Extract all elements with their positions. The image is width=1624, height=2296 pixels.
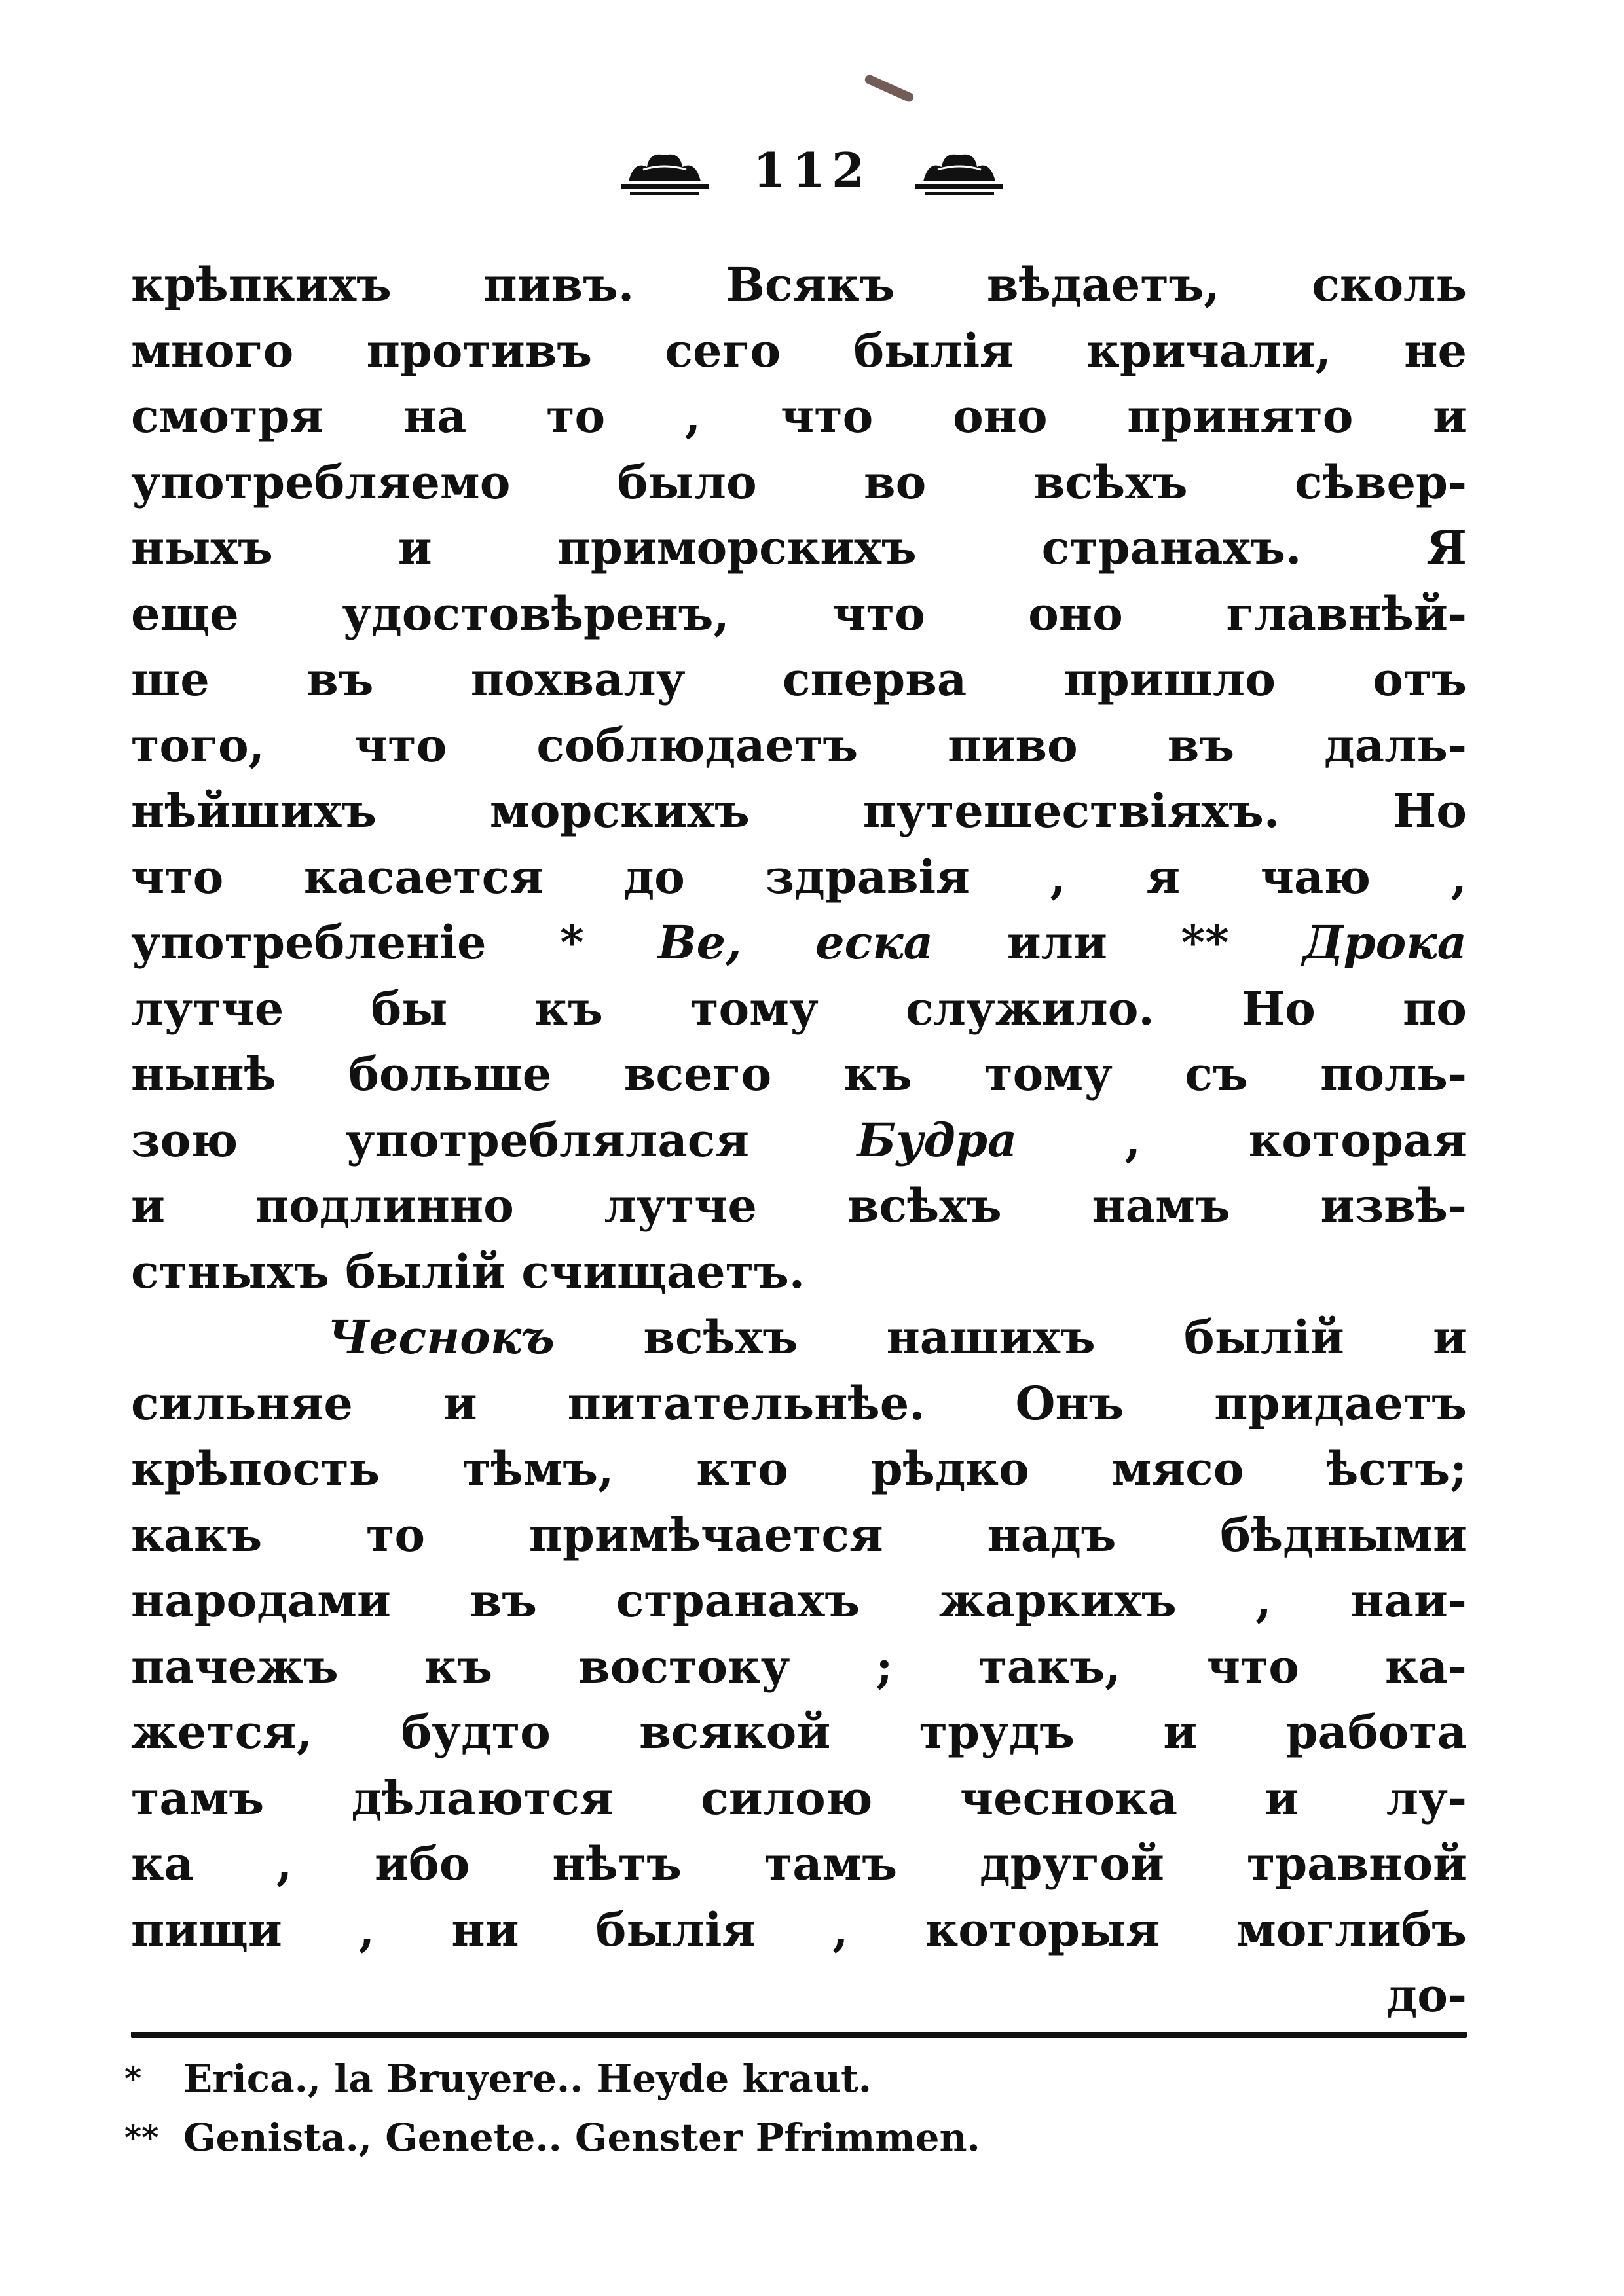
text-segment: всѣхъ нашихъ былій и <box>555 1310 1467 1364</box>
text-line: нынѣ больше всего къ тому съ поль- <box>131 1047 1467 1101</box>
text-segment: зою употреблялася <box>131 1112 857 1167</box>
footnote-text: Erica., la Bruyere.. Heyde kraut. <box>183 2056 872 2101</box>
text-line: еще удостовѣренъ, что оно главнѣй- <box>131 586 1467 641</box>
text-line: того, что соблюдаетъ пиво въ даль- <box>131 718 1467 773</box>
plant-name-italic: Будра <box>857 1112 1018 1167</box>
text-line: тамъ дѣлаются силою чеснока и лу- <box>131 1770 1467 1825</box>
plant-name-italic: Дрока <box>1302 915 1467 970</box>
text-line: ше въ похвалу сперва пришло отъ <box>131 652 1467 706</box>
text-line: много противъ сего былія кричали, не <box>131 323 1467 378</box>
text-line: какъ то примѣчается надъ бѣдными <box>131 1507 1467 1562</box>
page-header <box>0 131 1624 210</box>
text-line: пачежъ къ востоку ; такъ, что ка- <box>131 1639 1467 1694</box>
text-line: и подлинно лутче всѣхъ намъ извѣ- <box>131 1178 1467 1233</box>
text-line: стныхъ былій счищаетъ. <box>131 1244 805 1299</box>
catchword: до- <box>1386 1968 1467 2022</box>
text-line: ка , ибо нѣтъ тамъ другой травной <box>131 1836 1467 1891</box>
text-line: лутче бы къ тому служило. Но по <box>131 981 1467 1036</box>
text-line: нѣйшихъ морскихъ путешествіяхъ. Но <box>131 784 1467 838</box>
footnotes <box>124 2049 1473 2167</box>
text-line: употребляемо было во всѣхъ сѣвер- <box>131 454 1467 509</box>
plant-name-italic: Чеснокъ <box>327 1310 555 1364</box>
text-line: что касается до здравія , я чаю , <box>131 849 1467 904</box>
page-number: 112 <box>752 142 872 198</box>
body-text <box>131 252 1467 2029</box>
footnote-item <box>124 2049 1473 2108</box>
footnote-divider <box>131 2032 1467 2038</box>
text-line: смотря на то , что оно принято и <box>131 389 1467 443</box>
text-line: народами въ странахъ жаркихъ , наи- <box>131 1573 1467 1628</box>
text-segment: или ** <box>933 915 1303 970</box>
crown-ornament-right-icon <box>910 141 1008 200</box>
text-segment: употребленіе * <box>131 915 658 970</box>
text-line: ныхъ и приморскихъ странахъ. Я <box>131 520 1467 575</box>
text-line: жется, будто всякой трудъ и работа <box>131 1705 1467 1759</box>
text-line: пищи , ни былія , которыя моглибъ <box>131 1902 1467 1957</box>
text-line: крѣпкихъ пивъ. Всякъ вѣдаетъ, сколь <box>131 257 1467 312</box>
crown-ornament-left-icon <box>616 141 714 200</box>
text-line <box>131 1305 1467 1371</box>
footnote-text: Genista., Genete.. Genster Pfrimmen. <box>183 2115 980 2160</box>
text-segment: , которая <box>1017 1112 1467 1167</box>
footnote-marker: ** <box>124 2118 159 2157</box>
latin-plant-name-italic: Ве, еска <box>657 915 934 970</box>
text-line <box>131 1108 1467 1174</box>
text-line: крѣпость тѣмъ, кто рѣдко мясо ѣстъ; <box>131 1442 1467 1496</box>
text-line <box>131 910 1467 976</box>
footnote-marker: * <box>124 2059 142 2098</box>
text-line: сильняе и питательнѣе. Онъ придаетъ <box>131 1376 1467 1430</box>
ink-smudge <box>864 73 915 103</box>
footnote-item <box>124 2108 1473 2167</box>
